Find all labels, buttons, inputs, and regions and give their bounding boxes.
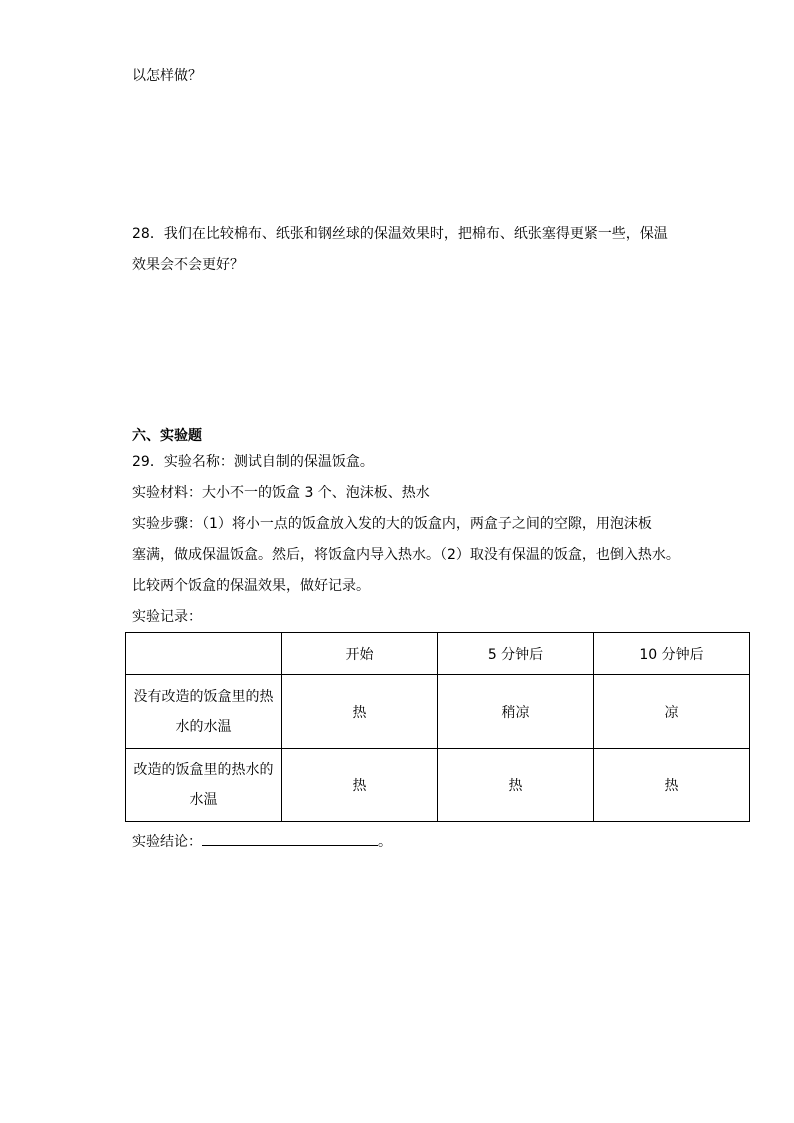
table-row: [126, 749, 750, 822]
q29-steps-line3: 比较两个饭盒的保温效果，做好记录。: [132, 578, 370, 594]
row-label-line: 水温: [189, 792, 218, 808]
row-label-line: 改造的饭盒里的热水的: [133, 762, 274, 778]
section-title: 六、实验题: [132, 428, 202, 444]
q29-steps-line2: 塞满，做成保温饭盒。然后，将饭盒内导入热水。（2）取没有保温的饭盒，也倒入热水。: [132, 547, 680, 563]
q29-name: 29．实验名称：测试自制的保温饭盒。: [132, 454, 374, 470]
table-cell: 稍凉: [438, 675, 594, 749]
table-header-row: [126, 633, 750, 675]
q28-line2: 效果会不会更好？: [132, 257, 244, 273]
table-cell: 凉: [594, 675, 750, 749]
record-table: [125, 632, 750, 822]
conclusion-end: 。: [378, 834, 392, 850]
header-cell: 开始: [282, 633, 438, 675]
header-cell: [126, 633, 282, 675]
table-row: [126, 675, 750, 749]
q27-tail: 以怎样做？: [132, 68, 202, 84]
row-label: [126, 749, 282, 822]
conclusion-label: 实验结论：: [132, 834, 202, 850]
q29-steps-line1: 实验步骤：（1）将小一点的饭盒放入发的大的饭盒内，两盒子之间的空隙，用泡沫板: [132, 516, 652, 532]
table-cell: 热: [282, 749, 438, 822]
row-label-line: 水的水温: [175, 718, 232, 735]
table-cell: 热: [594, 749, 750, 822]
conclusion-blank[interactable]: [202, 829, 378, 846]
table-cell: 热: [438, 749, 594, 822]
header-cell: 10 分钟后: [594, 633, 750, 675]
conclusion: [132, 829, 392, 852]
q28-line1: 28．我们在比较棉布、纸张和钢丝球的保温效果时，把棉布、纸张塞得更紧一些，保温: [132, 226, 668, 242]
record-label: 实验记录：: [132, 609, 202, 625]
header-cell: 5 分钟后: [438, 633, 594, 675]
table-cell: 热: [282, 675, 438, 749]
row-label: [126, 675, 282, 749]
q29-materials: 实验材料：大小不一的饭盒 3 个、泡沫板、热水: [132, 485, 430, 501]
row-label-line: 没有改造的饭盒里的热: [133, 688, 274, 705]
